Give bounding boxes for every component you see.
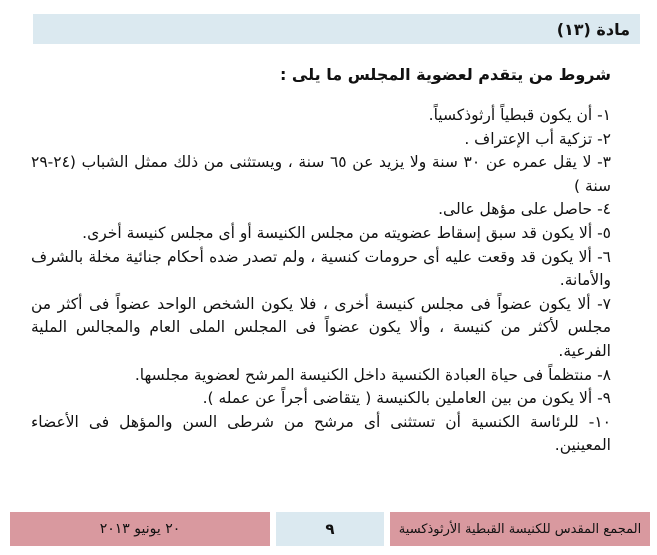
article-title-bar xyxy=(33,14,640,44)
condition-item-6: ٦- ألا يكون قد وقعت عليه أى حرومات كنسية ، ولم تصدر ضده أحكام جنائية مخلة بالشرف والأمانة. xyxy=(31,247,611,290)
publisher-name: المجمع المقدس للكنيسة القبطية الأرثوذكسية xyxy=(398,521,642,537)
condition-item-7: ٧- ألا يكون عضواً فى مجلس كنيسة أخرى ، فلا يكون الشخص الواحد عضواً فى أكثر من مجلس لأكثر من كنيسة ، وألا يكون عضواً فى المجلس الملى العام والمجالس الملية الفرعية. xyxy=(31,294,611,360)
footer-page-number xyxy=(276,512,384,546)
page-number: ٩ xyxy=(325,520,335,538)
conditions-list xyxy=(31,104,611,458)
condition-item-1: ١- أن يكون قبطياً أرثوذكسياً. xyxy=(428,106,611,124)
publication-date: ٢٠ يونيو ٢٠١٣ xyxy=(99,521,181,537)
condition-item-5: ٥- ألا يكون قد سبق إسقاط عضويته من مجلس الكنيسة أو أى مجلس كنيسة أخرى. xyxy=(82,223,611,242)
condition-item-4: ٤- حاصل على مؤهل عالى. xyxy=(438,200,611,219)
condition-item-2: ٢- تزكية أب الإعتراف . xyxy=(464,129,611,148)
condition-item-10: ١٠- للرئاسة الكنسية أن تستثنى أى مرشح من شرطى السن والمؤهل فى الأعضاء المعينين. xyxy=(31,412,611,455)
footer-publisher xyxy=(390,512,650,546)
condition-item-3: ٣- لا يقل عمره عن ٣٠ سنة ولا يزيد عن ٦٥ سنة ، ويستثنى من ذلك ممثل الشباب (٢٤-٢٩ سنة ) xyxy=(31,153,611,195)
footer-date xyxy=(10,512,270,546)
article-title: مادة (١٣) xyxy=(556,19,630,39)
condition-item-9: ٩- ألا يكون من بين العاملين بالكنيسة ( يتقاضى أجراً عن عمله ). xyxy=(202,389,611,408)
condition-item-8: ٨- منتظماً فى حياة العبادة الكنسية داخل الكنيسة المرشح لعضوية مجلسها. xyxy=(134,365,611,384)
section-heading: شروط من يتقدم لعضوية المجلس ما يلى : xyxy=(279,65,611,84)
